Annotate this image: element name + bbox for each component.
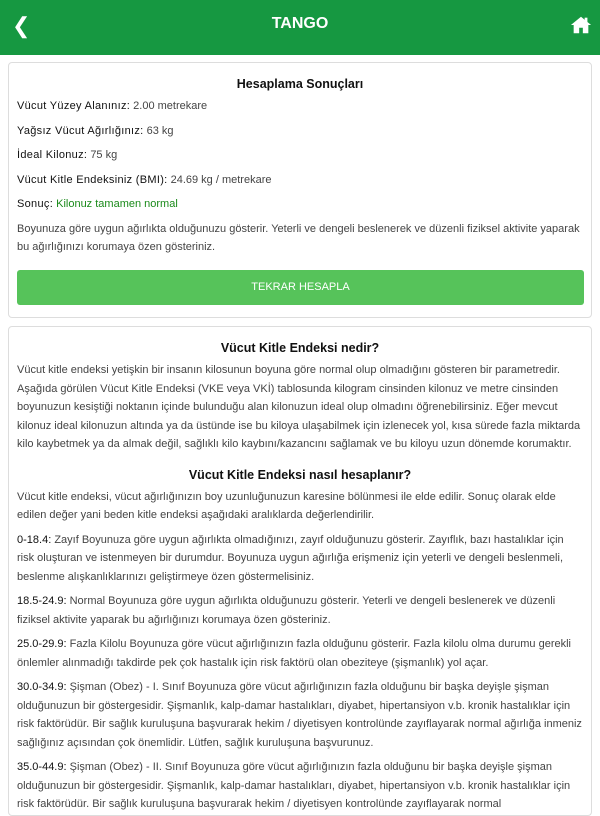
home-icon[interactable] — [570, 14, 592, 36]
bmi-range-obese-1 — [17, 678, 583, 752]
result-description: Boyunuza göre uygun ağırlıkta olduğunuzu gösterir. Yeterli ve dengeli beslenerek ve düzenli fiziksel aktivite yaparak bu ağırlığınızı korumaya özen gösteriniz. — [17, 222, 580, 253]
range-label: 0-18.4: — [17, 533, 52, 546]
range-label: 35.0-44.9: — [17, 761, 67, 773]
result-row-lean-mass — [17, 122, 583, 141]
row-value: 63 kg — [146, 124, 174, 137]
info-card — [8, 326, 592, 816]
result-row-outcome — [17, 195, 583, 214]
bmi-range-normal — [17, 592, 583, 629]
recalculate-button[interactable]: TEKRAR HESAPLA — [17, 270, 584, 305]
app-header — [0, 0, 600, 55]
info-heading-what: Vücut Kitle Endeksi nedir? — [220, 341, 380, 355]
bmi-range-underweight — [17, 531, 583, 587]
range-text: Zayıf Boyunuza göre uygun ağırlıkta olmadığınızı, zayıf olduğunuzu gösterir. Zayıflık, bazı hastalıklar için risk oluşturan ve istenmeyen bir durumdur. Boyunuza uygun ağırlığa erişmeniz için yeterli ve dengeli beslenmeli, beslenme alışkanlıklarınızı geliştirmeye özen göstermelisiniz. — [17, 533, 564, 583]
row-label: Vücut Kitle Endeksiniz (BMI): — [17, 173, 168, 186]
range-text: Şişman (Obez) - I. Sınıf Boyunuza göre vücut ağırlığınızın fazla olduğunu bir başka deyişle şişman olduğunuzun bir göstergesidir. Şişmanlık, kalp-damar hastalıkları, diyabet, hipertansiyon v.b. kronik hastalıklar için risk faktörüdür. Bir sağlık kuruluşuna başvurarak hekim / diyetisyen kontrolünde zayıflayarak normal ağırlığa inmeniz sağlığınız açısından çok önemlidir. Lütfen, sağlık kuruluşuna başvurunuz. — [17, 681, 582, 749]
range-label: 18.5-24.9: — [17, 595, 67, 607]
bmi-range-obese-2 — [17, 758, 583, 814]
result-row-bmi — [17, 171, 583, 190]
result-row-ideal-weight — [17, 146, 583, 165]
range-text: Normal Boyunuza göre uygun ağırlıkta olduğunuzu gösterir. Yeterli ve dengeli beslenerek ve düzenli fiziksel aktivite yaparak bu ağırlığınızı korumaya özen gösteriniz. — [17, 595, 556, 626]
row-label: Vücut Yüzey Alanınız: — [17, 100, 131, 112]
row-label: Yağsız Vücut Ağırlığınız: — [17, 124, 144, 137]
row-label: İdeal Kilonuz: — [17, 149, 88, 161]
range-label: 25.0-29.9: — [17, 638, 67, 650]
row-value: 75 kg — [90, 149, 118, 161]
results-card — [8, 62, 592, 318]
results-title: Hesaplama Sonuçları — [236, 77, 364, 91]
bmi-range-overweight — [17, 635, 583, 672]
back-chevron-icon[interactable]: ❮ — [12, 13, 31, 38]
app-title: TANGO — [271, 15, 329, 32]
info-paragraph-what: Vücut kitle endeksi yetişkin bir insanın kilosunun boyuna göre normal olup olmadığını gösteren bir parametredir. Aşağıda görülen Vücut Kitle Endeksi (VKE veya VKİ) tablosunda kilogram cinsinden kilonuz ve metre cinsinden boyunuzun kesiştiği noktanın içinde bulunduğu alan kilonuzun ideal olup olmadını öğrenebilirsiniz. Eğer mevcut kilonuz ideal kilonuzun altında ya da üstünde ise bu kiloya ulaşabilmek için izlenecek yol, kısa sürede fazla miktarda kilo kaybetmek ya da almak değil, sağlıklı kilo kaybını/kazancını sağlamak ve bu kiloyu uzun dönemde korumaktır. — [17, 364, 581, 450]
range-label: 30.0-34.9: — [17, 681, 67, 693]
row-value: 24.69 kg / metrekare — [170, 173, 272, 186]
info-heading-how: Vücut Kitle Endeksi nasıl hesaplanır? — [188, 467, 412, 482]
info-paragraph-how: Vücut kitle endeksi, vücut ağırlığınızın boy uzunluğunuzun karesine bölünmesi ile elde edilir. Sonuç olarak elde edilen değer yani beden kitle endeksi aşağıdaki aralıklarda değerlendirilir. — [17, 490, 556, 521]
range-text: Şişman (Obez) - II. Sınıf Boyunuza göre vücut ağırlığınızın fazla olduğunu bir başka deyişle şişman olduğunuzun bir göstergesidir. Şişmanlık, kalp-damar hastalıkları, diyabet, hipertansiyon v.b. kronik hastalıklar için risk faktörüdür. Bir sağlık kuruluşuna başvurarak hekim / diyetisyen kontrolünde zayıflayarak normal — [17, 761, 571, 810]
row-label: Sonuç: — [17, 198, 54, 210]
outcome-value: Kilonuz tamamen normal — [56, 198, 178, 210]
row-value: 2.00 metrekare — [133, 100, 208, 112]
result-row-body-surface — [17, 97, 583, 116]
range-text: Fazla Kilolu Boyunuza göre vücut ağırlığınızın fazla olduğunu gösterir. Fazla kilolu olma durumu gerekli önlemler alınmadığı takdirde pek çok hastalık için risk faktörü olan obeziteye (şişmanlık) yol açar. — [17, 638, 571, 669]
